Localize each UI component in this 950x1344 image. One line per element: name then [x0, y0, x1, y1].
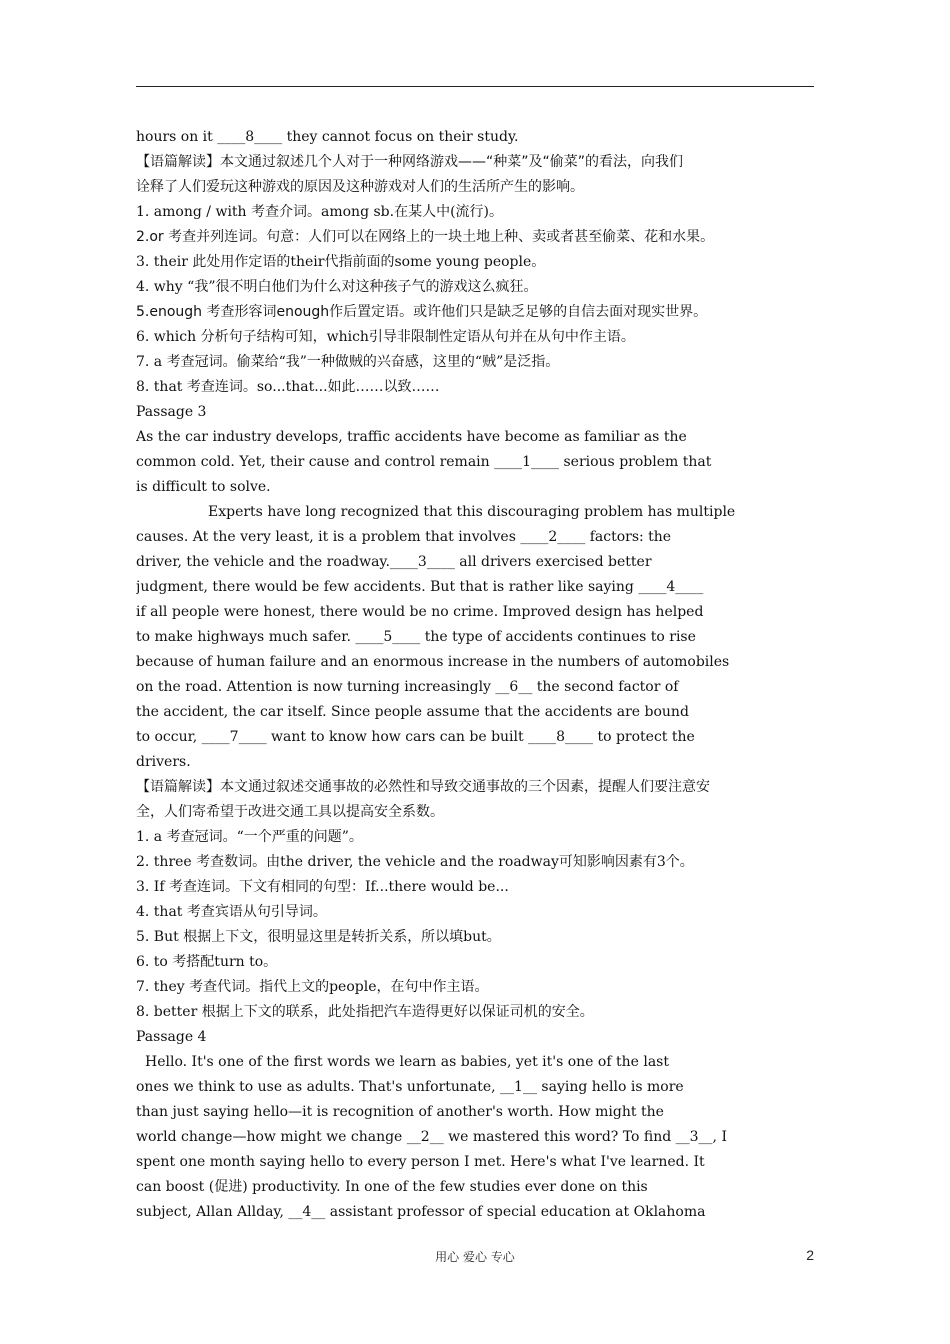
answer-line: 3. If 考查连词。下文有相同的句型：If...there would be...: [136, 879, 509, 895]
passage-line: to occur, ____7____ want to know how cars can be built ____8____ to protect the: [136, 729, 695, 745]
passage-line: world change—how might we change __2__ we mastered this word? To find __3__, I: [136, 1129, 727, 1145]
passage-line: judgment, there would be few accidents. But that is rather like saying ____4____: [136, 579, 704, 595]
passage-line: As the car industry develops, traffic accidents have become as familiar as the: [136, 429, 687, 445]
passage-line: driver, the vehicle and the roadway.____3____ all drivers exercised better: [136, 554, 652, 570]
passage-line: to make highways much safer. ____5____ the type of accidents continues to rise: [136, 629, 696, 645]
answer-line: 8. better 根据上下文的联系，此处指把汽车造得更好以保证司机的安全。: [136, 1004, 594, 1020]
passage-line: the accident, the car itself. Since people assume that the accidents are bound: [136, 704, 689, 720]
document-body: [136, 125, 814, 1225]
passage-line: if all people were honest, there would be no crime. Improved design has helped: [136, 604, 704, 620]
header-rule: [136, 86, 814, 87]
footer-slogan: 用心 爱心 专心: [435, 1250, 515, 1264]
answer-line: 8. that 考查连词。so...that...如此……以致……: [136, 379, 440, 395]
answer-line: 3. their 此处用作定语的their代指前面的some young people。: [136, 254, 546, 270]
answer-line: 2. three 考查数词。由the driver, the vehicle and the roadway可知影响因素有3个。: [136, 854, 694, 870]
answer-line: 6. to 考搭配turn to。: [136, 954, 278, 970]
passage-line: subject, Allan Allday, __4__ assistant professor of special education at Oklahoma: [136, 1204, 706, 1220]
passage-heading: Passage 3: [136, 404, 207, 420]
reading-analysis-line: 【语篇解读】本文通过叙述交通事故的必然性和导致交通事故的三个因素，提醒人们要注意安: [136, 779, 710, 795]
passage-line: drivers.: [136, 754, 191, 770]
text-line: 诠释了人们爱玩这种游戏的原因及这种游戏对人们的生活所产生的影响。: [136, 179, 584, 195]
passage-line: Experts have long recognized that this discouraging problem has multiple: [208, 504, 736, 520]
passage-line: because of human failure and an enormous increase in the numbers of automobiles: [136, 654, 730, 670]
page-number: 2: [806, 1247, 814, 1263]
answer-line: 2.or 考查并列连词。句意：人们可以在网络上的一块土地上种、卖或者甚至偷菜、花和水果。: [136, 229, 715, 245]
reading-analysis-line: 【语篇解读】本文通过叙述几个人对于一种网络游戏——“种菜”及“偷菜”的看法，向我们: [136, 154, 684, 170]
passage-line: causes. At the very least, it is a problem that involves ____2____ factors: the: [136, 529, 672, 545]
answer-line: 5. But 根据上下文，很明显这里是转折关系，所以填but。: [136, 929, 501, 945]
text-line: 全，人们寄希望于改进交通工具以提高安全系数。: [136, 804, 444, 820]
answer-line: 7. they 考查代词。指代上文的people，在句中作主语。: [136, 979, 489, 995]
answer-line: 6. which 分析句子结构可知，which引导非限制性定语从句并在从句中作主语。: [136, 329, 635, 345]
passage-line: Hello. It's one of the first words we learn as babies, yet it's one of the last: [145, 1054, 669, 1070]
text-line: hours on it ____8____ they cannot focus on their study.: [136, 129, 519, 145]
answer-line: 4. that 考查宾语从句引导词。: [136, 904, 327, 920]
answer-line: 5.enough 考查形容词enough作后置定语。或许他们只是缺乏足够的自信去面对现实世界。: [136, 304, 708, 320]
answer-line: 1. among / with 考查介词。among sb.在某人中(流行)。: [136, 204, 504, 220]
passage-line: ones we think to use as adults. That's unfortunate, __1__ saying hello is more: [136, 1079, 684, 1095]
passage-line: on the road. Attention is now turning increasingly __6__ the second factor of: [136, 679, 679, 695]
passage-line: spent one month saying hello to every person I met. Here's what I've learned. It: [136, 1154, 705, 1170]
answer-line: 7. a 考查冠词。偷菜给“我”一种做贼的兴奋感，这里的“贼”是泛指。: [136, 354, 560, 370]
passage-line: common cold. Yet, their cause and control remain ____1____ serious problem that: [136, 454, 712, 470]
passage-line: is difficult to solve.: [136, 479, 271, 495]
answer-line: 4. why “我”很不明白他们为什么对这种孩子气的游戏这么疯狂。: [136, 279, 538, 295]
passage-heading: Passage 4: [136, 1029, 207, 1045]
passage-line: can boost (促进) productivity. In one of the few studies ever done on this: [136, 1179, 648, 1195]
passage-line: than just saying hello—it is recognition of another's worth. How might the: [136, 1104, 664, 1120]
answer-line: 1. a 考查冠词。“一个严重的问题”。: [136, 829, 363, 845]
